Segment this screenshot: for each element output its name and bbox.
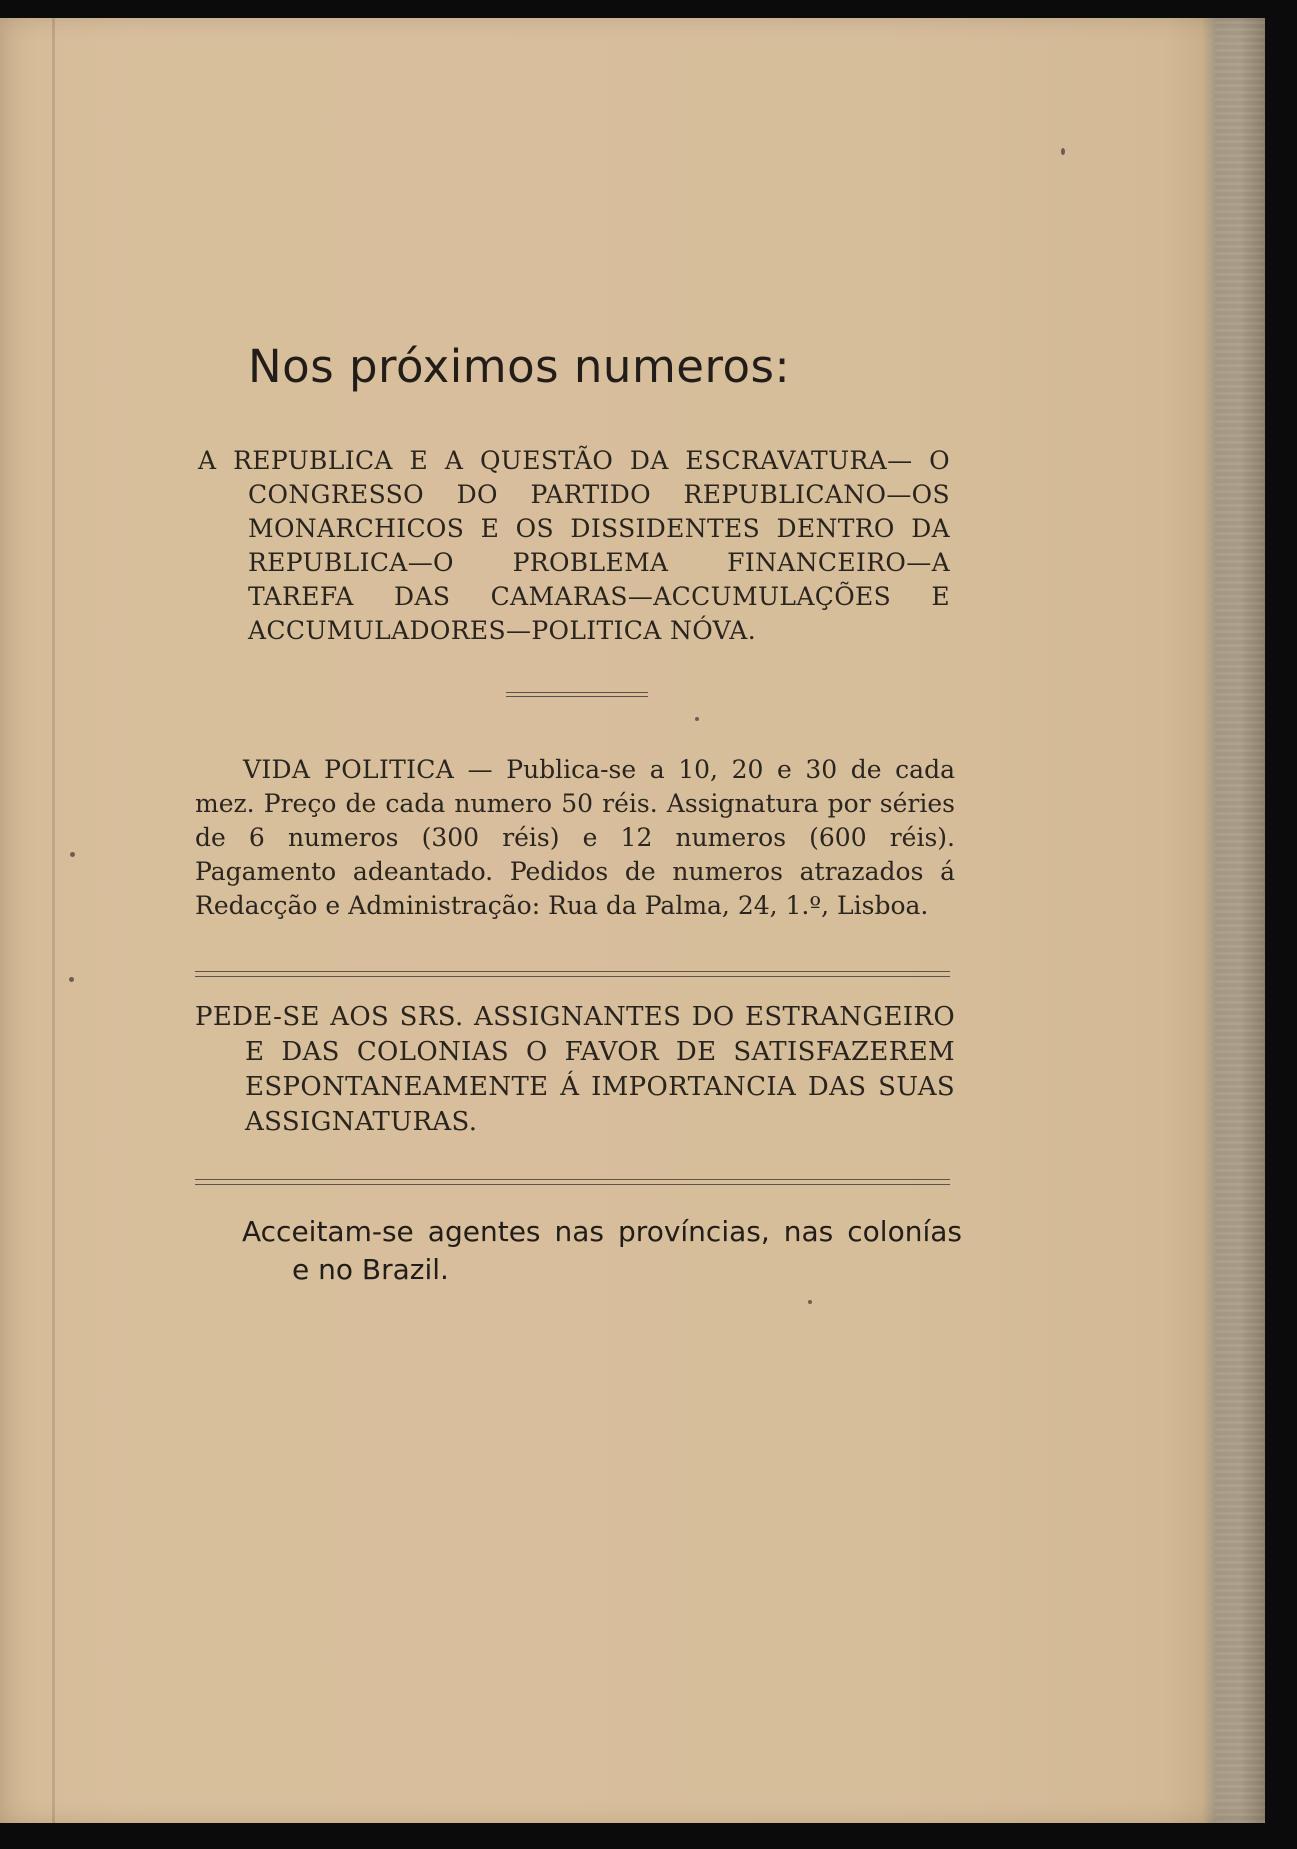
section-divider-long-lower [195, 1178, 950, 1187]
publication-info-text: — Publica-se a 10, 20 e 30 de cada mez. Preço de cada numero 50 réis. Assignatura por séries de 6 numeros (300 réis) e 12 numeros (600 réis). Pagamento adeantado. Pedidos de numeros atrazados á Redacção e Administração: Rua da Palma, 24, 1.º, Lisboa. [195, 755, 955, 920]
page-content [190, 333, 960, 1453]
paper-speck [695, 717, 699, 721]
paper-speck [808, 1300, 812, 1304]
upcoming-topics-block [198, 444, 950, 654]
section-divider-short [506, 691, 648, 699]
upcoming-issues-heading: Nos próximos numeros: [248, 340, 791, 393]
paper-speck [70, 852, 75, 857]
paper-speck [69, 977, 74, 982]
agents-notice-block [242, 1213, 962, 1308]
publication-title: VIDA POLITICA [243, 755, 455, 784]
upcoming-topics-text: A REPUBLICA E A QUESTÃO DA ESCRAVATURA— O CONGRESSO DO PARTIDO REPUBLICANO—OS MONARCHICOS E OS DISSIDENTES DENTRO DA REPUBLICA—O PROBLEMA FINANCEIRO—A TAREFA DAS CAMARAS—ACCUMULAÇÕES E ACCUMULADORES—POLITICA NÓVA. [198, 446, 950, 645]
section-divider-long-upper [195, 970, 950, 979]
publication-info-block [195, 753, 955, 933]
agents-notice-text: Acceitam-se agentes nas províncias, nas colonías e no Brazil. [242, 1215, 962, 1286]
paper-speck [1061, 148, 1065, 155]
publication-info-paragraph [195, 753, 955, 923]
subscriber-notice-text: PEDE-SE AOS SRS. ASSIGNANTES DO ESTRANGEIRO E DAS COLONIAS O FAVOR DE SATISFAZEREM ESPONTANEAMENTE Á IMPORTANCIA DAS SUAS ASSIGNATURAS. [195, 1002, 955, 1137]
subscriber-notice-block [195, 1000, 955, 1145]
document-page [0, 18, 1265, 1823]
